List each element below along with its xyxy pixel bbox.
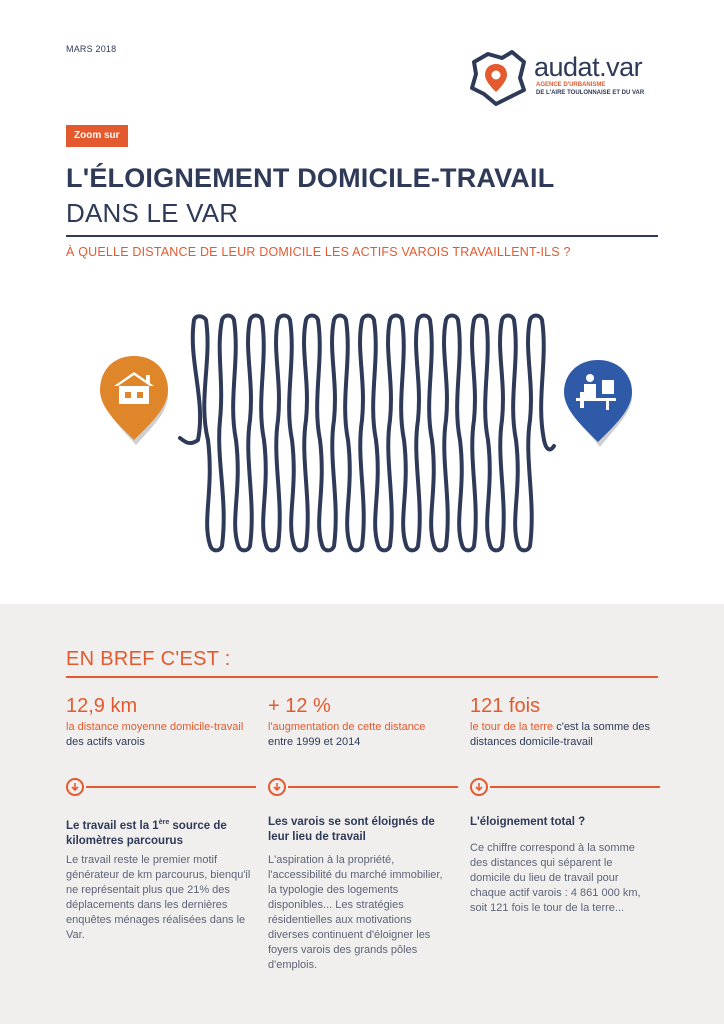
home-pin-icon: [100, 356, 168, 445]
stat-description: l'augmentation de cette distance entre 1999 et 2014: [268, 721, 426, 748]
logo-subtitle-1: AGENCE D'URBANISME: [536, 82, 606, 88]
down-arrow-icon: [268, 778, 286, 796]
stat-value: 121 fois: [470, 695, 541, 717]
down-arrow-icon: [470, 778, 488, 796]
stat-earth-tours: [470, 694, 655, 750]
stat-value: + 12 %: [268, 695, 331, 717]
section-title: Les varois se sont éloignés de leur lieu de travail: [268, 816, 435, 843]
work-pin-icon: [564, 360, 632, 447]
section-body: Ce chiffre correspond à la somme des distances qui séparent le domicile du lieu de travail pour chaque actif varois : 4 861 000 km, soit 121 fois le tour de la terre...: [470, 842, 641, 914]
arrow-divider: [470, 778, 660, 796]
stat-increase: [268, 694, 453, 750]
page-title-line2: DANS LE VAR: [66, 198, 239, 228]
logo-wordmark: audat.var: [534, 52, 643, 82]
summary-title: EN BREF C'EST :: [66, 648, 231, 670]
winding-road: [180, 316, 554, 551]
down-arrow-icon: [66, 778, 84, 796]
commute-illustration: [90, 300, 650, 570]
stat-description: le tour de la terre c'est la somme des distances domicile-travail: [470, 721, 651, 748]
arrow-divider: [268, 778, 458, 796]
page-title: L'ÉLOIGNEMENT DOMICILE-TRAVAIL: [66, 163, 555, 193]
summary-divider: [66, 676, 658, 678]
zoom-badge: Zoom sur: [66, 125, 128, 147]
section-body: L'aspiration à la propriété, l'accessibilité du marché immobilier, la typologie des logements disponibles... Les stratégies résidentielles aux motivations diverses continuent d'éloigner les foyers varois des grands pôles d'emplois.: [268, 854, 443, 971]
section-body: Le travail reste le premier motif générateur de km parcourus, bienqu'il ne représentait plus que 21% des déplacements dans les dernières enquêtes ménages réalisées dans le Var.: [66, 854, 251, 941]
logo-map-pin-icon: [468, 48, 528, 106]
section-title: L'éloignement total ?: [470, 816, 586, 828]
logo-subtitle-2: DE L'AIRE TOULONNAISE ET DU VAR: [536, 90, 645, 96]
audat-logo[interactable]: [468, 48, 668, 106]
title-divider: [66, 235, 658, 237]
page-subtitle: À QUELLE DISTANCE DE LEUR DOMICILE LES ACTIFS VAROIS TRAVAILLENT-ILS ?: [66, 245, 571, 259]
stat-value: 12,9 km: [66, 695, 138, 717]
arrow-divider: [66, 778, 256, 796]
section-title: Le travail est la 1ère source de kilomètres parcourus: [66, 819, 227, 847]
publication-date: MARS 2018: [66, 44, 117, 54]
stat-description: la distance moyenne domicile-travail des actifs varois: [66, 721, 244, 748]
stat-distance: [66, 694, 251, 750]
